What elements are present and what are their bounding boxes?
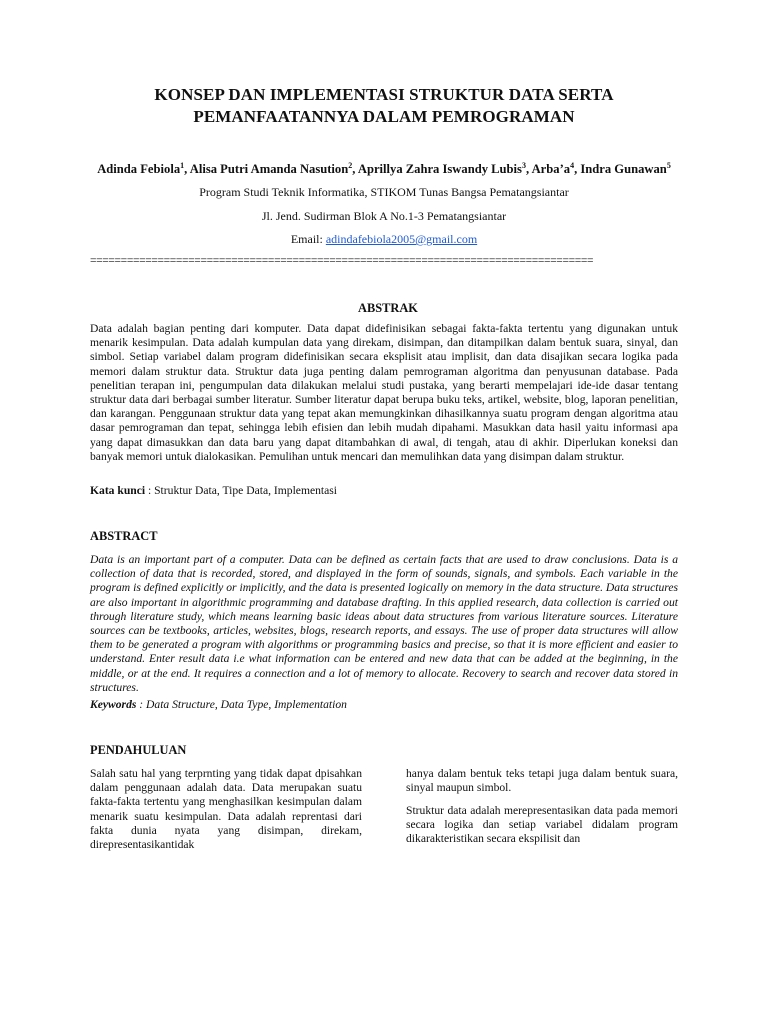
address: Jl. Jend. Sudirman Blok A No.1-3 Pematangsiantar: [261, 209, 507, 223]
author-separator: ,: [184, 162, 190, 177]
abstract-body: Data is an important part of a computer. Data can be defined as certain facts that are used to draw conclusions. Data is a collection of data that is recorded, stored, and displayed in the form of sounds, signals, and symbols. Each variable in the program is defined explicitly or implicitly, and the data is presented logically on memory in the data structure. Data structures are also important in algorithmic programming and database drafting. In this applied research, data collection is carried out through literature study, which means learning basic ideas about data structures from various literature sources. Literature sources can be textbooks, articles, websites, blogs, research reports, and essays. The use of proper data structures will allow them to be generated a program with algorithms or programming basics and precise, so that it is more efficient and easier to understand. Enter result data i.e what information can be entered and new data that can be added at the beginning, in the middle, or at the end. It requires a connection and a lot of memory to allocate. Recovery to search and recover data stored in structures.: [90, 553, 678, 694]
email-label: Email:: [290, 232, 326, 246]
title-line-2: PEMANFAATANNYA DALAM PEMROGRAMAN: [193, 107, 575, 126]
email-link[interactable]: adindafebiola2005@gmail.com: [325, 232, 478, 246]
title-line-1: KONSEP DAN IMPLEMENTASI STRUKTUR DATA SERTA: [154, 85, 614, 104]
author-3-affil-mark: 3: [521, 161, 526, 170]
pendahuluan-column-2-paragraph-2: Struktur data adalah merepresentasikan data pada memori secara logika dan setiap variabel didalam program dikarakteristikan secara ekspilisit dan: [406, 804, 678, 846]
author-1: Adinda Febiola: [97, 162, 181, 177]
author-2: Alisa Putri Amanda Nasution: [189, 162, 349, 177]
kata-kunci-values: : Struktur Data, Tipe Data, Implementasi: [145, 484, 338, 497]
pendahuluan-column-2-paragraph-1: hanya dalam bentuk teks tetapi juga dalam bentuk suara, sinyal maupun simbol.: [406, 767, 678, 795]
abstrak-heading: ABSTRAK: [358, 301, 418, 315]
affiliation: Program Studi Teknik Informatika, STIKOM Tunas Bangsa Pematangsiantar: [199, 185, 569, 199]
pendahuluan-heading: PENDAHULUAN: [90, 743, 187, 757]
keywords-label: Keywords: [90, 698, 137, 711]
author-1-affil-mark: 1: [180, 161, 185, 170]
author-5: Indra Gunawan: [580, 162, 667, 177]
keywords-values: : Data Structure, Data Type, Implementation: [136, 698, 347, 711]
section-divider: ==================================================================================: [90, 255, 594, 267]
keywords-line: [90, 698, 347, 712]
author-4-affil-mark: 4: [570, 161, 575, 170]
kata-kunci-line: [90, 484, 337, 498]
author-4: Arba’a: [531, 162, 571, 177]
pendahuluan-column-1: Salah satu hal yang terprnting yang tidak dapat dpisahkan dalam penggunaan adalah data. Data merupakan suatu fakta-fakta tertentu yang menghasilkan kesimpulan dalam menarik suatu kesimpulan. Data adalah reprentasi dari fakta dunia nyata yang disimpan, direkam, direpresentasikantidak: [90, 767, 362, 852]
abstrak-body: Data adalah bagian penting dari komputer. Data dapat didefinisikan sebagai fakta-fakta tertentu yang digunakan untuk menarik kesimpulan. Data adalah kumpulan data yang direkam, disimpan, dan ditampilkan dalam bentuk suara, sinyal, dan simbol. Setiap variabel dalam program didefinisikan secara eksplisit atau implisit, dan data disajikan secara logika pada memori dalam struktur data. Struktur data juga penting dalam pemrograman algoritma dan penyusunan database. Pada penelitian terapan ini, pengumpulan data dilakukan melalui studi pustaka, yang berarti mempelajari ide-ide dasar tentang struktur data dari berbagai sumber literatur. Sumber literatur dapat berupa buku teks, artikel, website, blog, laporan penelitian, dan karangan. Penggunaan struktur data yang tepat akan memungkinkan dihasilkannya suatu program dengan algoritma atau dasar pemrograman dan tepat, sehingga lebih efisien dan lebih mudah dipahami. Masukkan data hasil yaitu informasi apa yang dapat dimasukkan dan data baru yang dapat ditambahkan di awal, di tengah, atau di akhir. Diperlukan koneksi dan banyak memori untuk dialokasikan. Pemulihan untuk mencari dan memulihkan data yang disimpan dalam struktur.: [90, 322, 678, 463]
author-5-affil-mark: 5: [666, 161, 671, 170]
author-2-affil-mark: 2: [348, 161, 353, 170]
author-separator: ,: [574, 162, 581, 177]
email-line: [40, 231, 728, 247]
abstract-heading: ABSTRACT: [90, 529, 158, 543]
author-separator: ,: [525, 162, 532, 177]
author-3: Aprillya Zahra Iswandy Lubis: [357, 162, 522, 177]
paper-title: [60, 84, 708, 128]
kata-kunci-label: Kata kunci: [90, 484, 146, 497]
author-separator: ,: [352, 162, 358, 177]
author-list: [40, 158, 728, 177]
